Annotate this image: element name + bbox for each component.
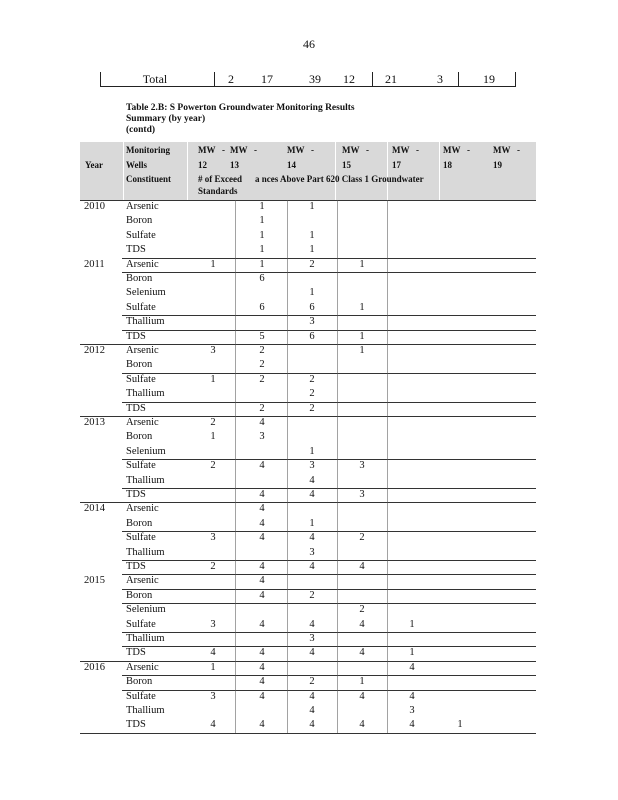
row-value: 4 — [259, 417, 265, 428]
row-value: 1 — [309, 287, 315, 299]
row-value: 1 — [259, 215, 265, 227]
header-exceed: # of Exceed — [198, 174, 242, 184]
row-separator — [122, 574, 536, 575]
row-value: 1 — [210, 258, 216, 270]
table-header — [80, 142, 536, 200]
row-value: 6 — [259, 301, 265, 313]
header-separator — [187, 142, 188, 200]
row-separator — [122, 315, 536, 316]
row-value: 4 — [259, 690, 265, 702]
header-well-number: 18 — [443, 160, 452, 170]
total-label: Total — [142, 72, 168, 86]
row-constituent: Sulfate — [126, 618, 156, 630]
header-well-dash: - — [222, 145, 225, 155]
row-value: 4 — [259, 676, 265, 688]
total-value: 39 — [309, 72, 321, 86]
row-value: 4 — [259, 661, 265, 673]
row-value: 4 — [309, 532, 315, 544]
row-year: 2014 — [84, 503, 105, 515]
row-separator — [122, 531, 536, 532]
total-value: 2 — [228, 72, 234, 86]
row-value: 4 — [359, 647, 365, 659]
header-separator — [123, 142, 124, 200]
row-separator — [122, 373, 536, 374]
column-divider — [235, 200, 236, 733]
header-well-prefix: MW — [230, 145, 248, 155]
row-constituent: Arsenic — [126, 417, 159, 428]
row-constituent: Selenium — [126, 604, 166, 616]
header-well-dash: - — [416, 145, 419, 155]
row-value: 3 — [259, 431, 265, 443]
row-value: 2 — [359, 604, 365, 616]
header-well-prefix: MW — [493, 145, 511, 155]
row-value: 4 — [309, 489, 315, 500]
header-constituent: Constituent — [126, 174, 172, 184]
row-year: 2016 — [84, 661, 105, 673]
row-value: 1 — [359, 676, 365, 688]
row-value: 1 — [309, 244, 315, 256]
row-constituent: TDS — [126, 244, 146, 256]
header-well-prefix: MW — [392, 145, 410, 155]
row-separator — [122, 258, 536, 259]
row-value: 4 — [259, 618, 265, 630]
header-well-prefix: MW — [443, 145, 461, 155]
header-exceedance-note: a nces Above Part 620 Class 1 Groundwater — [255, 174, 424, 184]
row-constituent: Arsenic — [126, 258, 159, 270]
row-value: 1 — [409, 618, 415, 630]
row-constituent: Sulfate — [126, 532, 156, 544]
row-separator — [122, 646, 536, 647]
row-value: 2 — [309, 589, 315, 601]
row-constituent: TDS — [126, 719, 146, 731]
row-value: 2 — [309, 402, 315, 414]
row-value: 4 — [259, 561, 265, 572]
row-value: 2 — [210, 417, 216, 428]
header-well-dash: - — [366, 145, 369, 155]
row-value: 4 — [210, 719, 216, 731]
row-value: 4 — [309, 705, 315, 716]
row-constituent: Boron — [126, 431, 153, 443]
header-well-number: 15 — [342, 160, 351, 170]
row-year: 2015 — [84, 575, 105, 587]
header-well-number: 12 — [198, 160, 207, 170]
row-constituent: Boron — [126, 676, 153, 688]
header-well-number: 17 — [392, 160, 401, 170]
row-value: 4 — [259, 647, 265, 659]
row-value: 3 — [210, 618, 216, 630]
row-constituent: Sulfate — [126, 460, 156, 472]
row-constituent: Thallium — [126, 705, 165, 716]
row-value: 1 — [210, 661, 216, 673]
row-value: 1 — [259, 244, 265, 256]
row-value: 2 — [359, 532, 365, 544]
table-caption-contd: (contd) — [126, 125, 156, 135]
row-value: 4 — [359, 690, 365, 702]
row-value: 4 — [409, 661, 415, 673]
row-constituent: TDS — [126, 561, 146, 572]
row-value: 1 — [259, 201, 265, 212]
row-year: 2013 — [84, 417, 105, 428]
table-caption-title: Table 2.B: S Powerton Groundwater Monitoring Results Summary (by year) — [126, 103, 355, 124]
row-value: 1 — [309, 517, 315, 529]
row-value: 2 — [259, 345, 265, 356]
total-row-right-border — [515, 72, 516, 86]
row-value: 4 — [259, 589, 265, 601]
row-value: 4 — [309, 690, 315, 702]
column-divider — [337, 200, 338, 733]
row-value: 6 — [259, 273, 265, 284]
total-value: 19 — [483, 72, 495, 86]
row-value: 3 — [210, 690, 216, 702]
row-value: 4 — [309, 618, 315, 630]
row-value: 2 — [259, 359, 265, 371]
row-constituent: Arsenic — [126, 503, 159, 515]
table-caption — [126, 103, 386, 136]
row-value: 3 — [309, 546, 315, 558]
row-value: 3 — [309, 316, 315, 328]
row-value: 1 — [359, 258, 365, 270]
row-constituent: TDS — [126, 330, 146, 342]
row-constituent: Selenium — [126, 287, 166, 299]
row-value: 2 — [309, 676, 315, 688]
row-separator — [122, 560, 536, 561]
header-monitoring: Monitoring — [126, 145, 170, 155]
total-row-divider — [372, 72, 373, 86]
row-separator — [122, 330, 536, 331]
total-value: 17 — [261, 72, 273, 86]
row-value: 4 — [259, 503, 265, 515]
row-constituent: Sulfate — [126, 373, 156, 385]
total-row-divider — [214, 72, 215, 86]
header-well-number: 13 — [230, 160, 239, 170]
row-value: 2 — [259, 402, 265, 414]
total-row — [100, 72, 516, 87]
year-separator — [80, 416, 536, 417]
row-value: 4 — [359, 618, 365, 630]
header-standards: Standards — [198, 186, 238, 196]
row-value: 1 — [309, 201, 315, 212]
row-year: 2012 — [84, 345, 105, 356]
row-value: 6 — [309, 330, 315, 342]
row-value: 1 — [309, 229, 315, 241]
header-separator — [335, 142, 336, 200]
row-constituent: Boron — [126, 215, 153, 227]
row-constituent: Thallium — [126, 633, 165, 644]
row-value: 2 — [210, 460, 216, 472]
row-constituent: Selenium — [126, 445, 166, 457]
row-value: 3 — [359, 489, 365, 500]
row-constituent: Boron — [126, 273, 153, 284]
header-separator — [387, 142, 388, 200]
row-constituent: Arsenic — [126, 661, 159, 673]
row-value: 1 — [259, 229, 265, 241]
page-number: 46 — [303, 37, 315, 51]
row-value: 4 — [309, 474, 315, 486]
row-constituent: Arsenic — [126, 201, 159, 212]
header-well-prefix: MW — [342, 145, 360, 155]
row-value: 4 — [359, 561, 365, 572]
year-separator — [80, 344, 536, 345]
row-constituent: TDS — [126, 647, 146, 659]
column-divider — [387, 200, 388, 733]
row-value: 4 — [259, 532, 265, 544]
header-well-number: 19 — [493, 160, 502, 170]
row-constituent: Thallium — [126, 316, 165, 328]
row-constituent: Boron — [126, 589, 153, 601]
row-constituent: Arsenic — [126, 345, 159, 356]
header-well-prefix: MW — [287, 145, 305, 155]
row-constituent: Sulfate — [126, 690, 156, 702]
row-value: 2 — [309, 388, 315, 400]
row-separator — [122, 402, 536, 403]
row-value: 3 — [210, 532, 216, 544]
row-constituent: Boron — [126, 517, 153, 529]
row-constituent: Thallium — [126, 546, 165, 558]
row-value: 4 — [309, 561, 315, 572]
row-constituent: TDS — [126, 402, 146, 414]
row-value: 1 — [457, 719, 463, 731]
row-constituent: Sulfate — [126, 301, 156, 313]
row-value: 1 — [210, 373, 216, 385]
row-separator — [122, 632, 536, 633]
row-value: 3 — [359, 460, 365, 472]
row-constituent: Arsenic — [126, 575, 159, 587]
row-constituent: Sulfate — [126, 229, 156, 241]
row-value: 3 — [309, 633, 315, 644]
row-value: 2 — [259, 373, 265, 385]
total-row-divider — [458, 72, 459, 86]
row-separator — [122, 589, 536, 590]
row-value: 2 — [210, 561, 216, 572]
row-value: 4 — [259, 719, 265, 731]
row-value: 1 — [359, 330, 365, 342]
body-bottom-rule — [80, 733, 536, 734]
header-year: Year — [85, 160, 103, 170]
row-year: 2011 — [84, 258, 105, 270]
row-constituent: Thallium — [126, 474, 165, 486]
row-constituent: Boron — [126, 359, 153, 371]
row-value: 4 — [259, 460, 265, 472]
row-constituent: TDS — [126, 489, 146, 500]
column-divider — [287, 200, 288, 733]
total-row-left-border — [100, 72, 101, 86]
row-value: 5 — [259, 330, 265, 342]
header-separator — [439, 142, 440, 200]
header-well-dash: - — [517, 145, 520, 155]
row-value: 1 — [359, 345, 365, 356]
row-constituent: Thallium — [126, 388, 165, 400]
row-value: 4 — [259, 517, 265, 529]
row-value: 1 — [309, 445, 315, 457]
row-value: 4 — [210, 647, 216, 659]
row-separator — [122, 675, 536, 676]
row-value: 4 — [309, 719, 315, 731]
row-separator — [122, 272, 536, 273]
row-separator — [122, 690, 536, 691]
total-value: 3 — [437, 72, 443, 86]
total-value: 21 — [385, 72, 397, 86]
row-value: 4 — [259, 489, 265, 500]
total-value: 12 — [343, 72, 355, 86]
header-well-dash: - — [254, 145, 257, 155]
year-separator — [80, 502, 536, 503]
row-value: 3 — [309, 460, 315, 472]
row-value: 6 — [309, 301, 315, 313]
row-separator — [122, 488, 536, 489]
header-well-dash: - — [467, 145, 470, 155]
row-value: 4 — [409, 690, 415, 702]
row-value: 1 — [409, 647, 415, 659]
row-value: 1 — [359, 301, 365, 313]
row-value: 4 — [309, 647, 315, 659]
header-well-prefix: MW — [198, 145, 216, 155]
row-year: 2010 — [84, 201, 105, 212]
row-value: 2 — [309, 373, 315, 385]
row-value: 3 — [409, 705, 415, 716]
row-value: 2 — [309, 258, 315, 270]
body-top-rule — [80, 200, 536, 201]
row-separator — [122, 603, 536, 604]
header-well-dash: - — [311, 145, 314, 155]
row-value: 3 — [210, 345, 216, 356]
header-wells: Wells — [126, 160, 148, 170]
row-value: 4 — [409, 719, 415, 731]
row-value: 1 — [210, 431, 216, 443]
header-well-number: 14 — [287, 160, 296, 170]
row-value: 4 — [259, 575, 265, 587]
year-separator — [80, 661, 536, 662]
row-value: 4 — [359, 719, 365, 731]
row-value: 1 — [259, 258, 265, 270]
row-separator — [122, 459, 536, 460]
